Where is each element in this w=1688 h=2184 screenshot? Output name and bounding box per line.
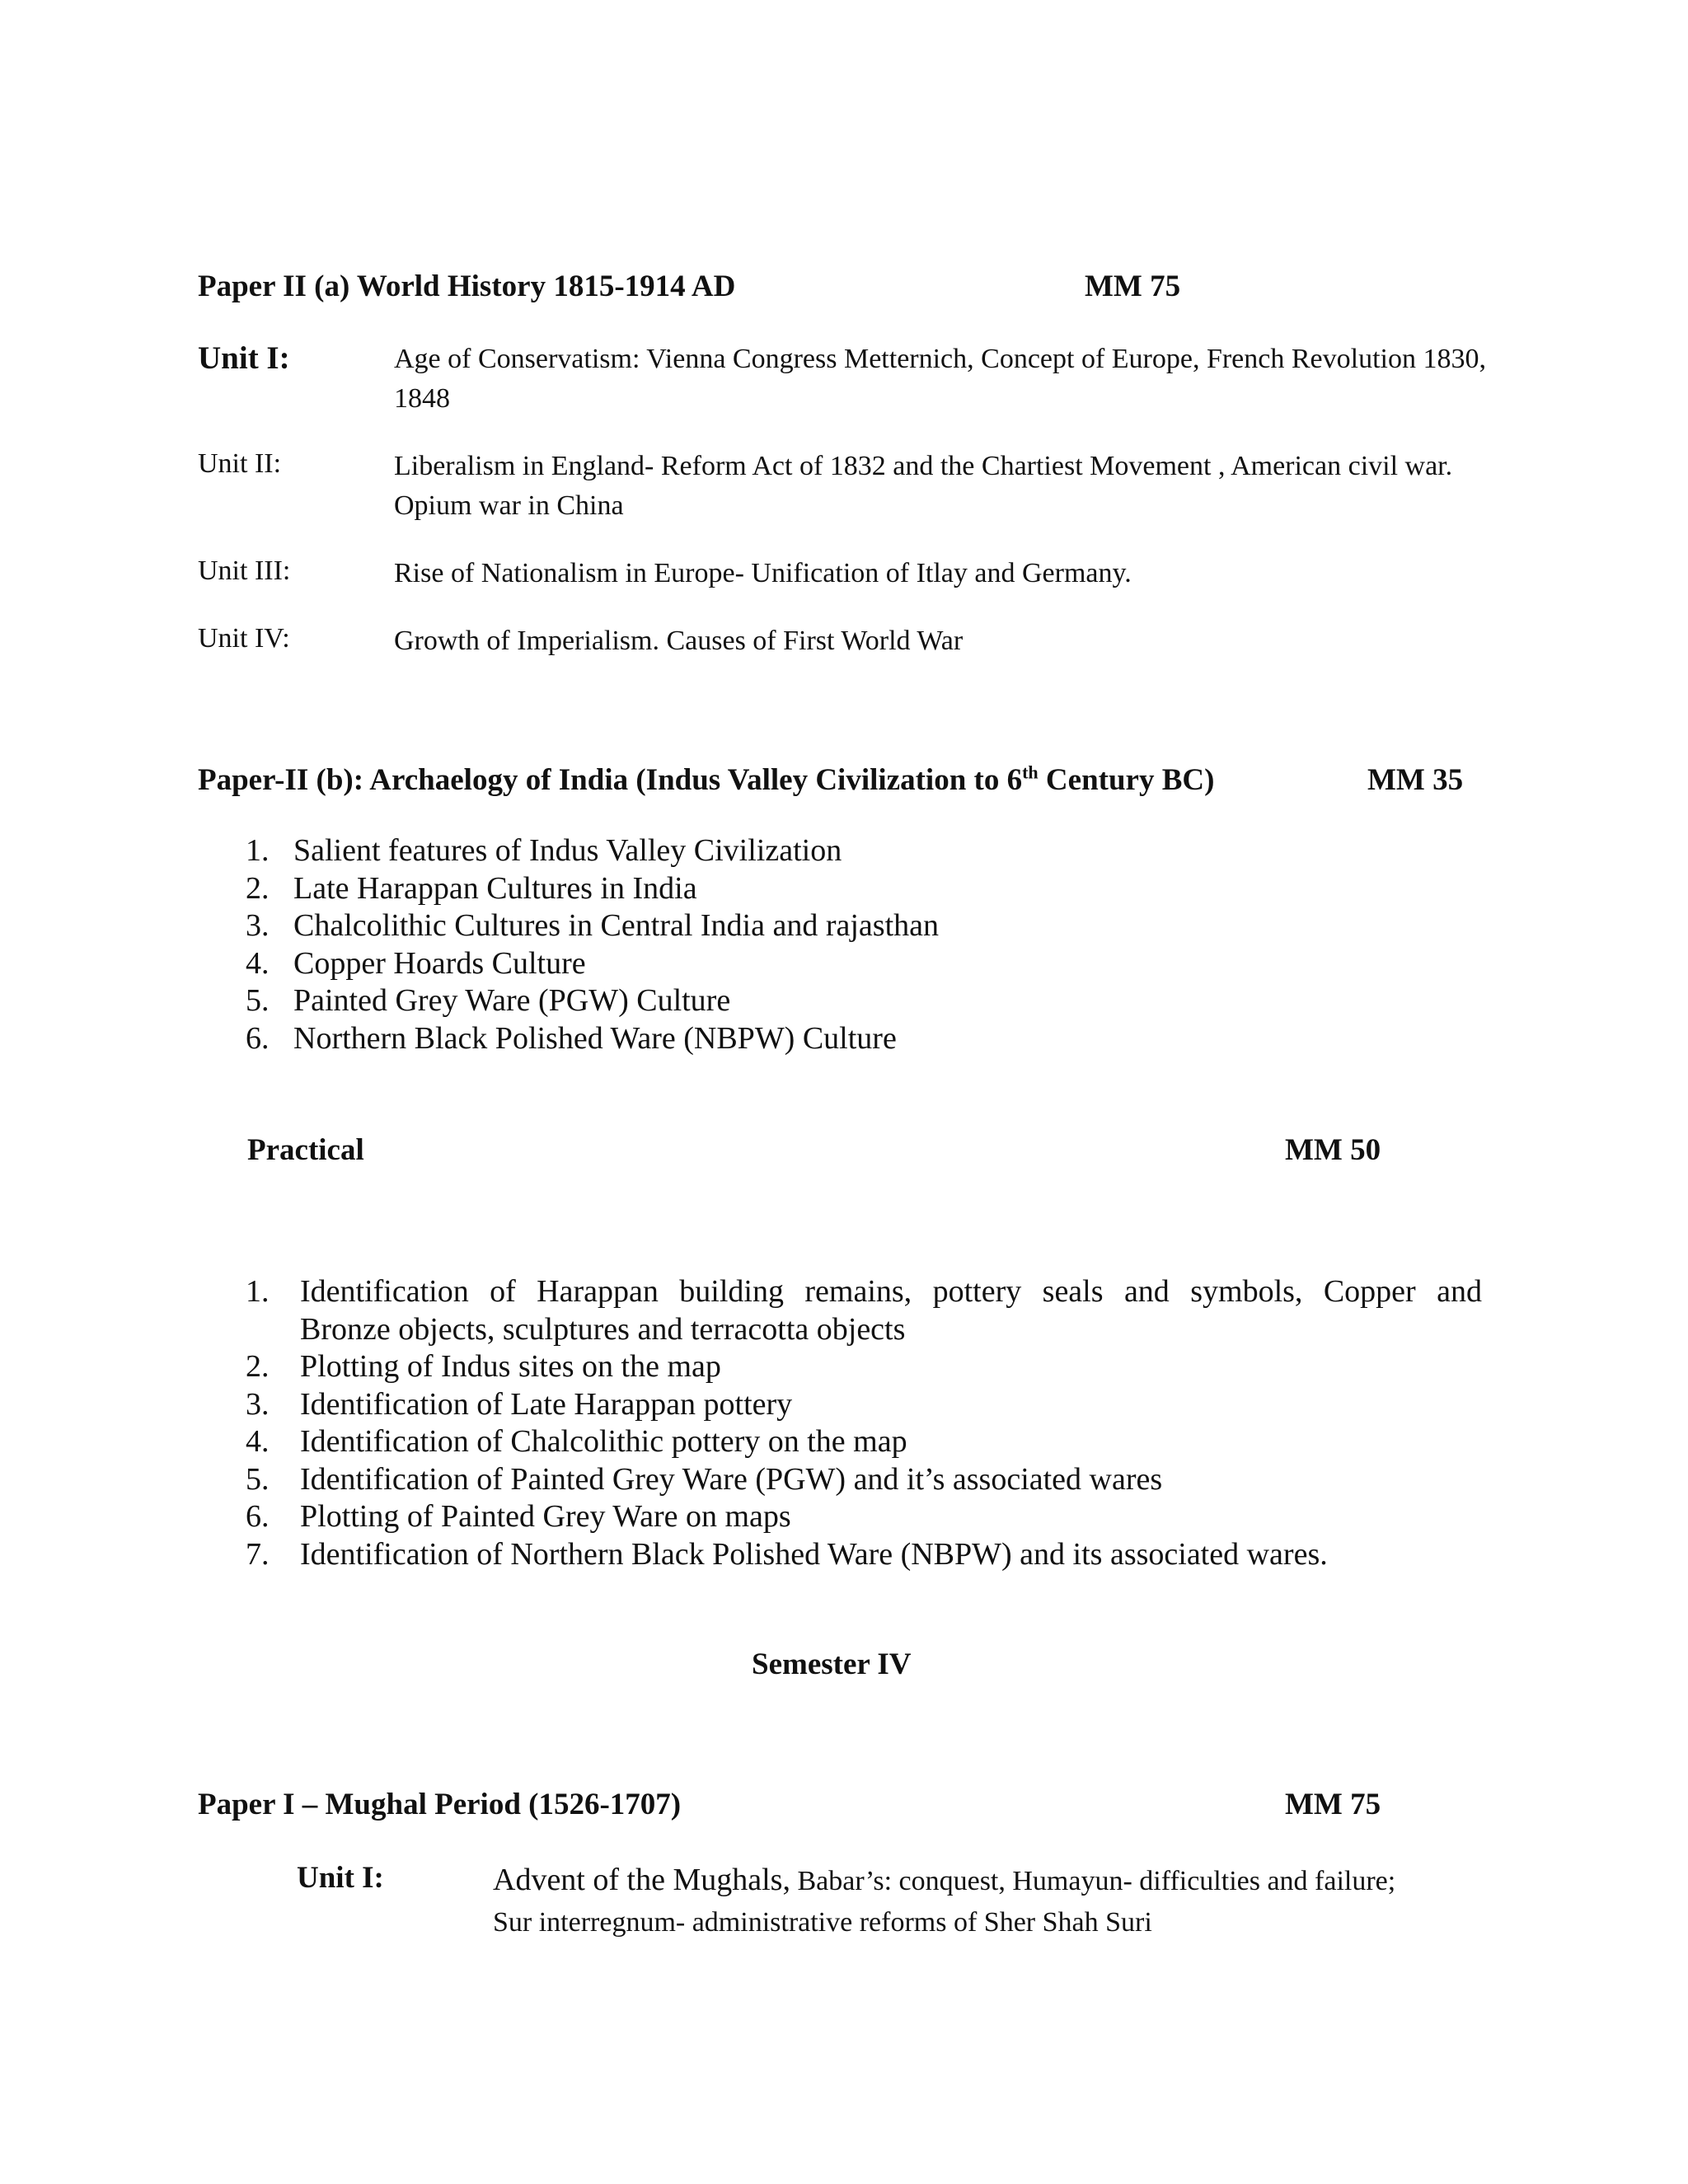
list-item: 6. Northern Black Polished Ware (NBPW) Culture [246,1020,897,1056]
unit-2-label: Unit II: [198,448,282,479]
list-item: 5. Painted Grey Ware (PGW) Culture [246,983,731,1018]
paper-1-title: Paper I – Mughal Period (1526-1707) [198,1788,682,1821]
list-item: 5. Identification of Painted Grey Ware (PGW) and it’s associated wares [246,1461,1163,1497]
list-item: 2. Late Harappan Cultures in India [246,870,697,906]
paper-1-marks: MM 75 [1285,1788,1381,1821]
list-item: 2. Plotting of Indus sites on the map [246,1349,721,1384]
list-item: 4. Identification of Chalcolithic pottery on the map [246,1424,907,1459]
list-item: 1. Identification of Harappan building remains, pottery seals and symbols, Copper and Bronze objects, sculptures and terracotta objects [246,1274,1482,1347]
unit-3-label: Unit III: [198,555,291,586]
paper-2b-marks: MM 35 [1367,763,1464,797]
list-item: 4. Copper Hoards Culture [246,945,586,981]
practical-marks: MM 50 [1285,1133,1381,1167]
list-item: 1. Salient features of Indus Valley Civilization [246,833,842,868]
unit-4-text: Growth of Imperialism. Causes of First World War [394,626,964,656]
list-item: 3. Chalcolithic Cultures in Central India and rajasthan [246,908,940,943]
list-item: 6. Plotting of Painted Grey Ware on maps [246,1499,791,1534]
paper-2b-title: Paper-II (b): Archaelogy of India (Indus Valley Civilization to 6th Century BC) [198,762,1215,797]
list-item: 7. Identification of Northern Black Polished Ware (NBPW) and its associated wares. [246,1536,1328,1572]
paper-1-unit-1-label: Unit I: [297,1861,384,1895]
unit-3-text: Rise of Nationalism in Europe- Unification of Itlay and Germany. [394,558,1132,588]
unit-4-label: Unit IV: [198,623,290,654]
paper-2a-marks: MM 75 [1085,269,1181,303]
list-item: 3. Identification of Late Harappan pottery [246,1386,793,1422]
practical-list [246,1273,1482,1573]
unit-2-text: Liberalism in England- Reform Act of 1832 and the Chartiest Movement , American civil war. Opium war in China [394,451,1453,521]
archaeology-topics-list [246,832,939,1057]
practical-title: Practical [247,1133,364,1167]
paper-2a-title: Paper II (a) World History 1815-1914 AD [198,269,736,303]
unit-1-text: Age of Conservatism: Vienna Congress Metternich, Concept of Europe, French Revolution 1830, 1848 [394,344,1486,414]
unit-1-label: Unit I: [198,340,290,376]
paper-1-unit-1-text: Advent of the Mughals, Babar’s: conquest, Humayun- difficulties and failure; Sur interregnum- administrative reforms of Sher Shah Suri [493,1863,1396,1938]
semester-heading: Semester IV [752,1647,912,1681]
